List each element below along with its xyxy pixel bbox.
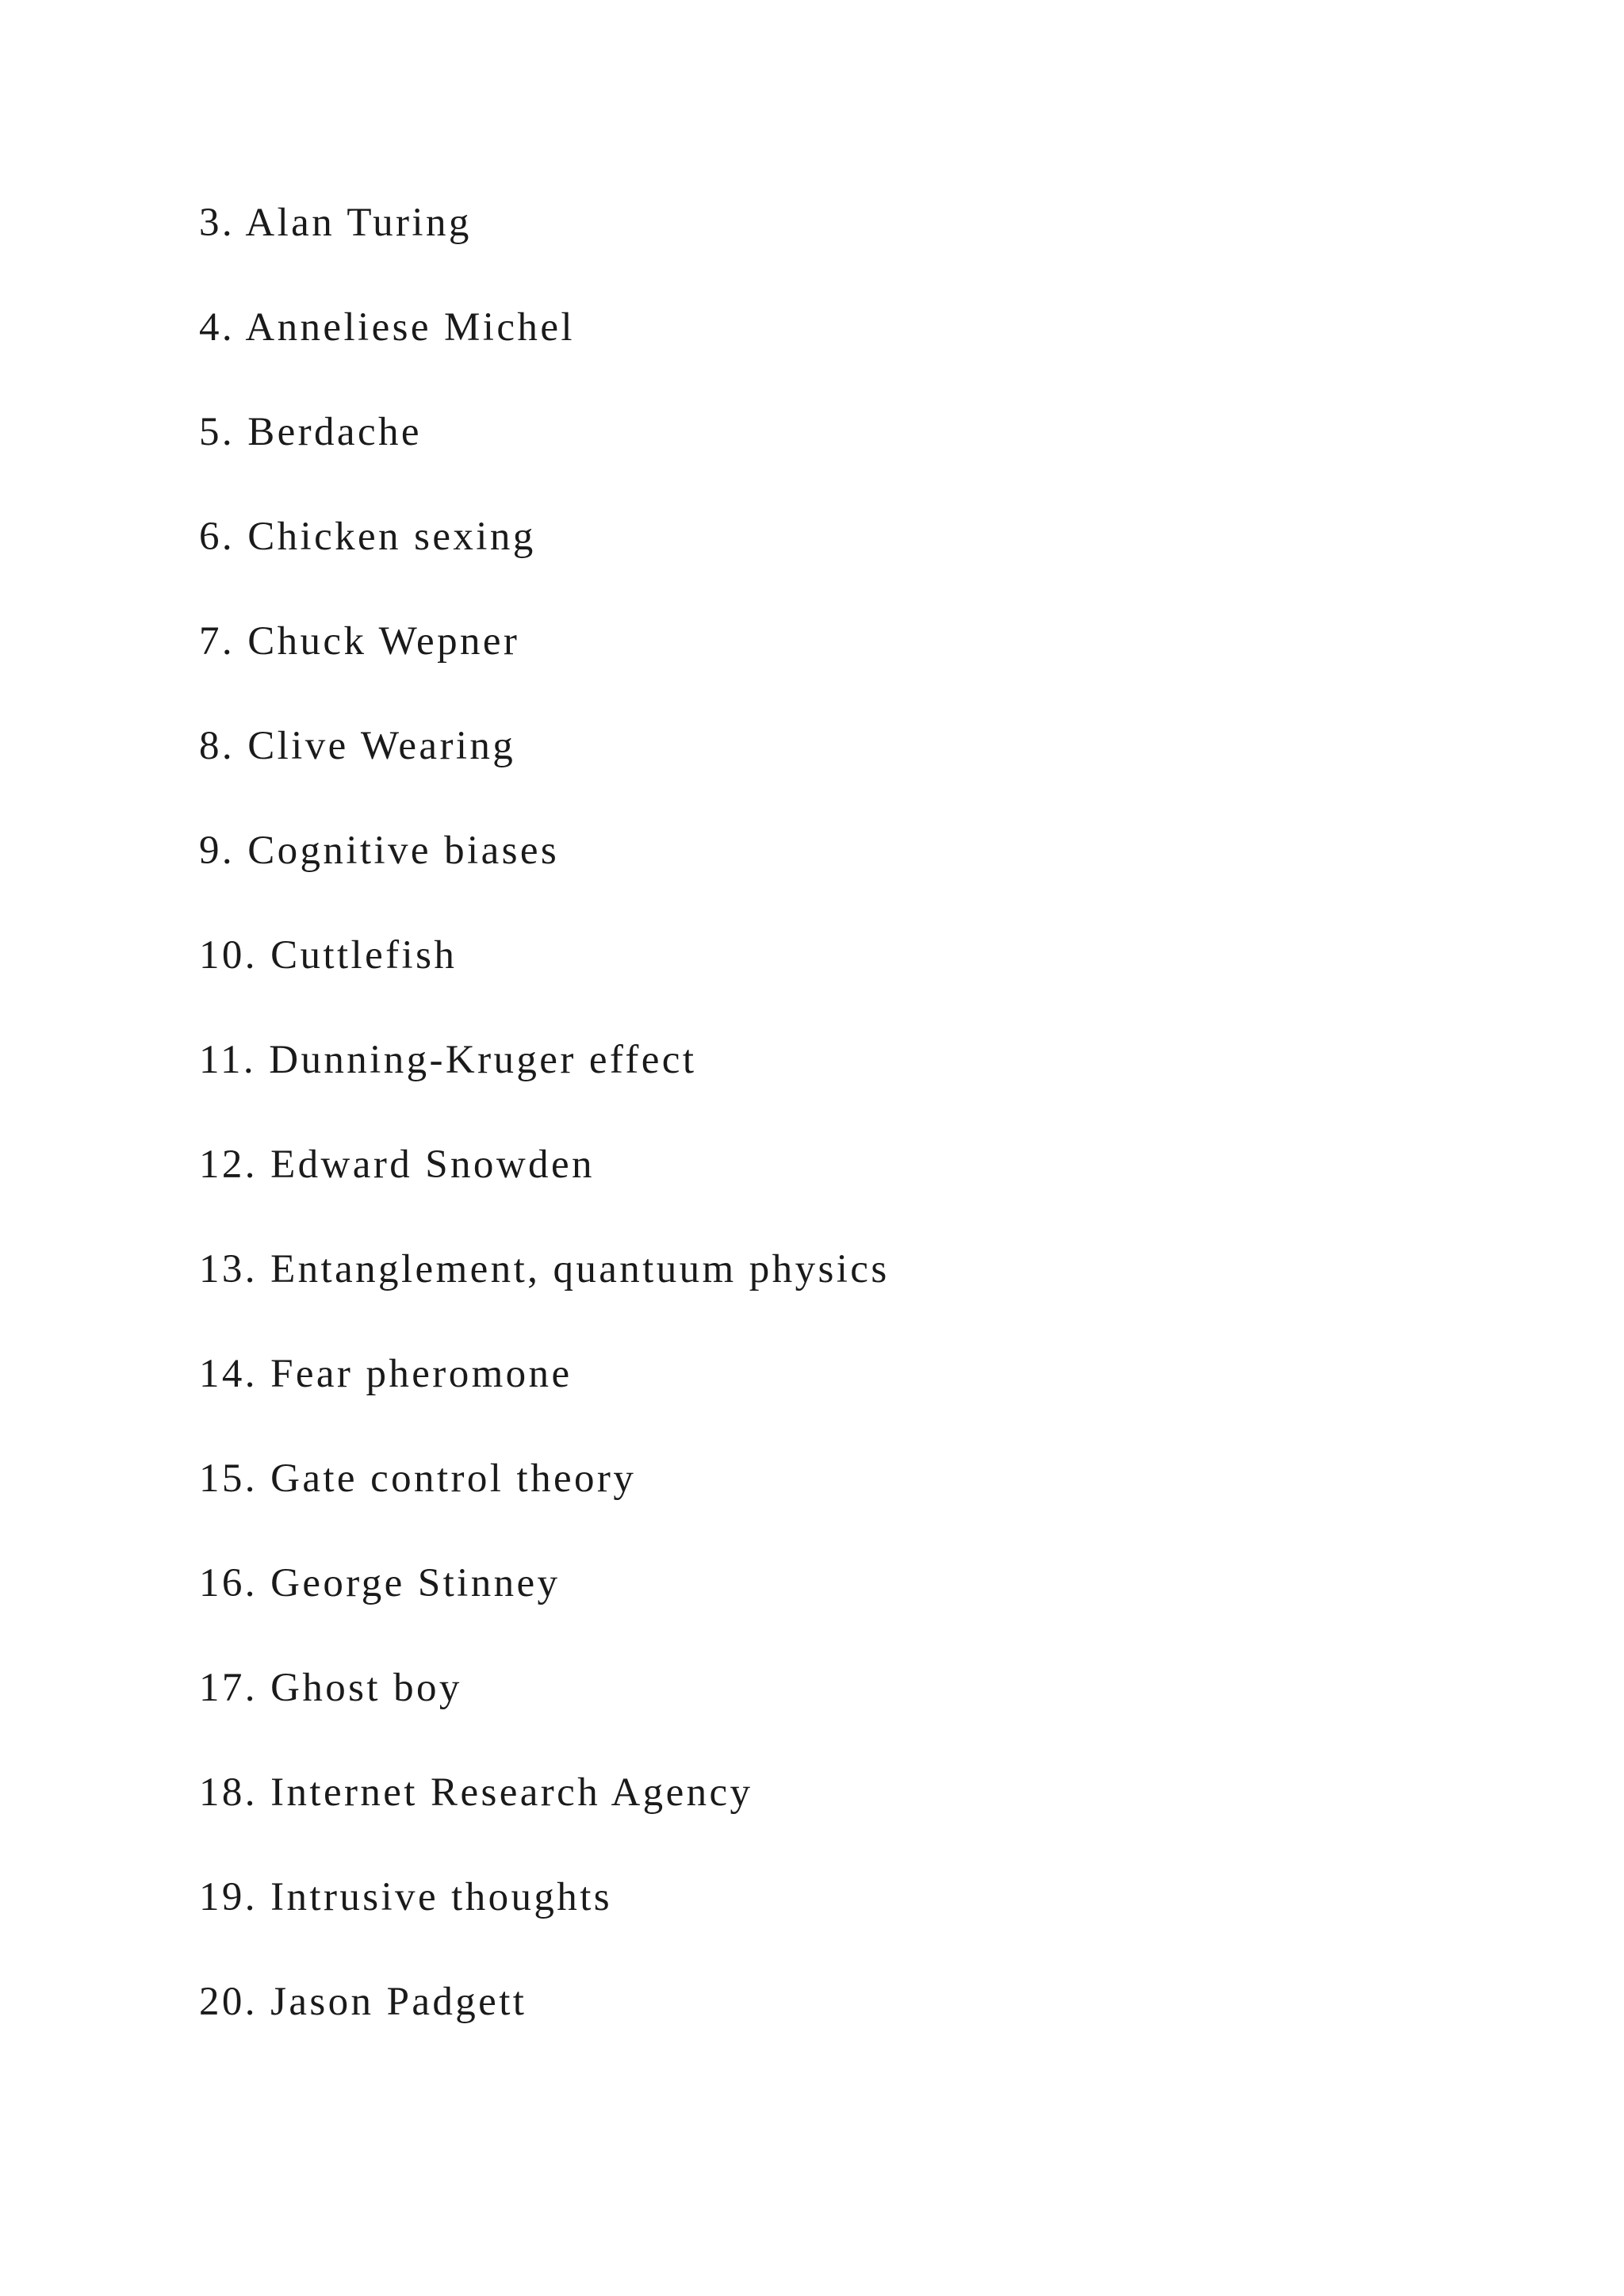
- list-item: 20. Jason Padgett: [199, 1980, 527, 2024]
- list-item: 3. Alan Turing: [199, 201, 472, 245]
- list-item: 4. Anneliese Michel: [199, 305, 575, 350]
- list-item: 15. Gate control theory: [199, 1456, 637, 1501]
- list-item: 17. Ghost boy: [199, 1666, 462, 1710]
- list-item: 19. Intrusive thoughts: [199, 1875, 613, 1919]
- list-item: 18. Internet Research Agency: [199, 1770, 753, 1815]
- list-item: 10. Cuttlefish: [199, 933, 458, 978]
- list-item: 14. Fear pheromone: [199, 1352, 573, 1396]
- list-item: 5. Berdache: [199, 410, 422, 454]
- list-item: 12. Edward Snowden: [199, 1142, 595, 1187]
- list-item: 13. Entanglement, quantuum physics: [199, 1247, 890, 1292]
- list-item: 16. George Stinney: [199, 1561, 561, 1605]
- list-item: 7. Chuck Wepner: [199, 619, 520, 664]
- list-item: 9. Cognitive biases: [199, 828, 560, 873]
- list-item: 8. Clive Wearing: [199, 724, 516, 768]
- list-item: 6. Chicken sexing: [199, 515, 536, 559]
- list-item: 11. Dunning-Kruger effect: [199, 1038, 697, 1082]
- topic-list: [199, 194, 890, 2078]
